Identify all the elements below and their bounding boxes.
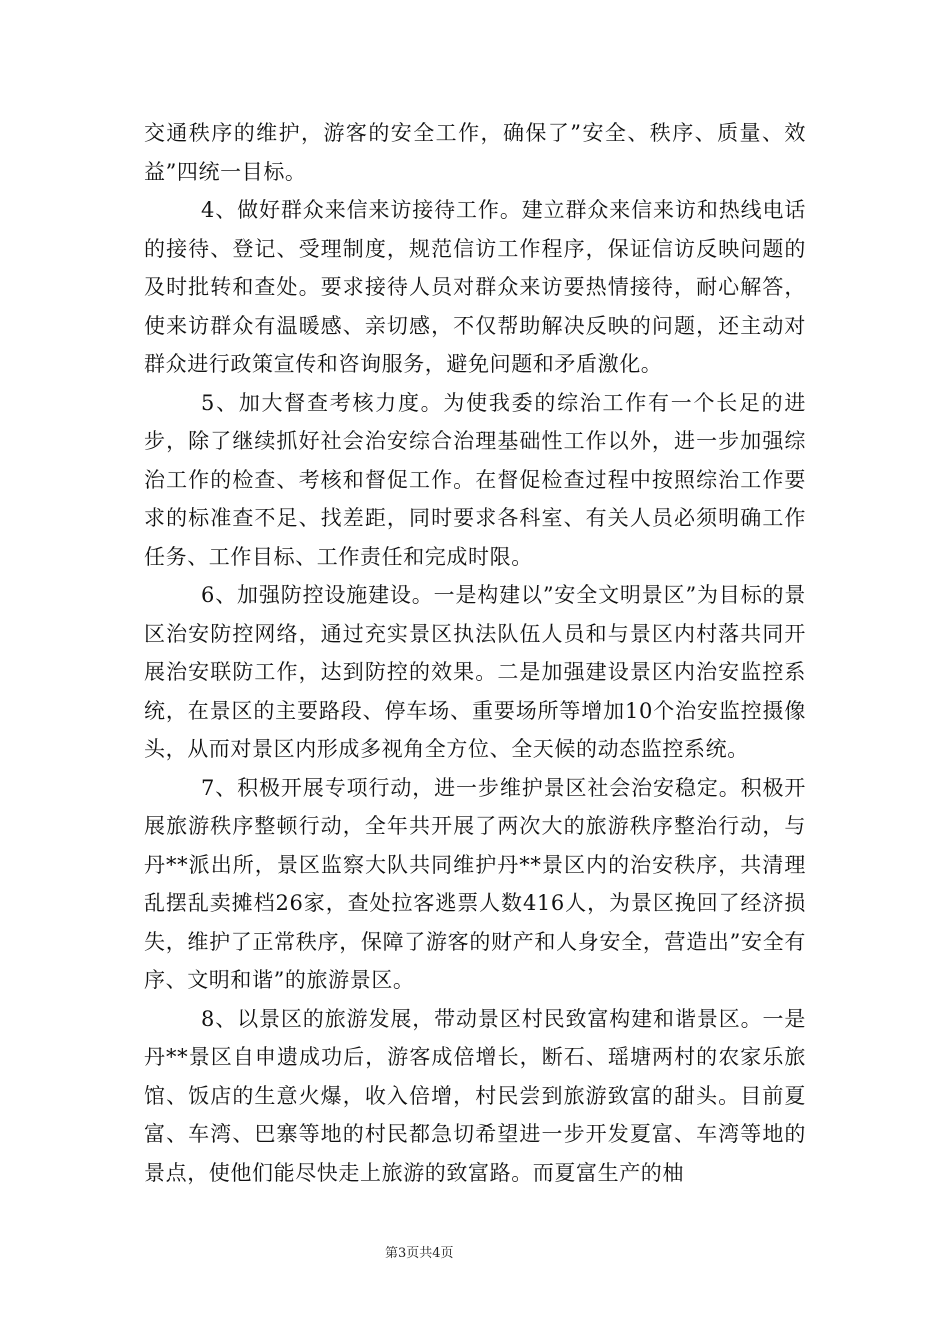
paragraph-item-6: 6、加强防控设施建设。一是构建以”安全文明景区”为目标的景区治安防控网络，通过充实景区执法队伍人员和与景区内村落共同开展治安联防工作，达到防控的效果。二是加强建设景区内治安监控系统，在景区的主要路段、停车场、重要场所等增加10个治安监控摄像头，从而对景区内形成多视角全方位、全天候的动态监控系统。 <box>144 583 806 761</box>
document-body <box>144 114 806 1192</box>
paragraph-continuation: 交通秩序的维护，游客的安全工作，确保了”安全、秩序、质量、效益”四统一目标。 <box>144 121 806 184</box>
paragraph-item-4: 4、做好群众来信来访接待工作。建立群众来信来访和热线电话的接待、登记、受理制度，规范信访工作程序，保证信访反映问题的及时批转和查处。要求接待人员对群众来访要热情接待，耐心解答，使来访群众有温暖感、亲切感，不仅帮助解决反映的问题，还主动对群众进行政策宣传和咨询服务，避免问题和矛盾激化。 <box>144 198 806 376</box>
paragraph-item-8: 8、以景区的旅游发展，带动景区村民致富构建和谐景区。一是丹**景区自申遗成功后，游客成倍增长，断石、瑶塘两村的农家乐旅馆、饭店的生意火爆，收入倍增，村民尝到旅游致富的甜头。目前夏富、车湾、巴寨等地的村民都急切希望进一步开发夏富、车湾等地的景点，使他们能尽快走上旅游的致富路。而夏富生产的柚 <box>144 1006 806 1185</box>
paragraph-item-5: 5、加大督查考核力度。为使我委的综治工作有一个长足的进步，除了继续抓好社会治安综合治理基础性工作以外，进一步加强综治工作的检查、考核和督促工作。在督促检查过程中按照综治工作要求的标准查不足、找差距，同时要求各科室、有关人员必须明确工作任务、工作目标、工作责任和完成时限。 <box>144 390 806 569</box>
page-number-footer: 第3页共4页 <box>385 1246 454 1261</box>
paragraph-item-7: 7、积极开展专项行动，进一步维护景区社会治安稳定。积极开展旅游秩序整顿行动，全年共开展了两次大的旅游秩序整治行动，与丹**派出所，景区监察大队共同维护丹**景区内的治安秩序，共清理乱摆乱卖摊档26家，查处拉客逃票人数416人，为景区挽回了经济损失，维护了正常秩序，保障了游客的财产和人身安全，营造出”安全有序、文明和谐”的旅游景区。 <box>144 775 806 992</box>
